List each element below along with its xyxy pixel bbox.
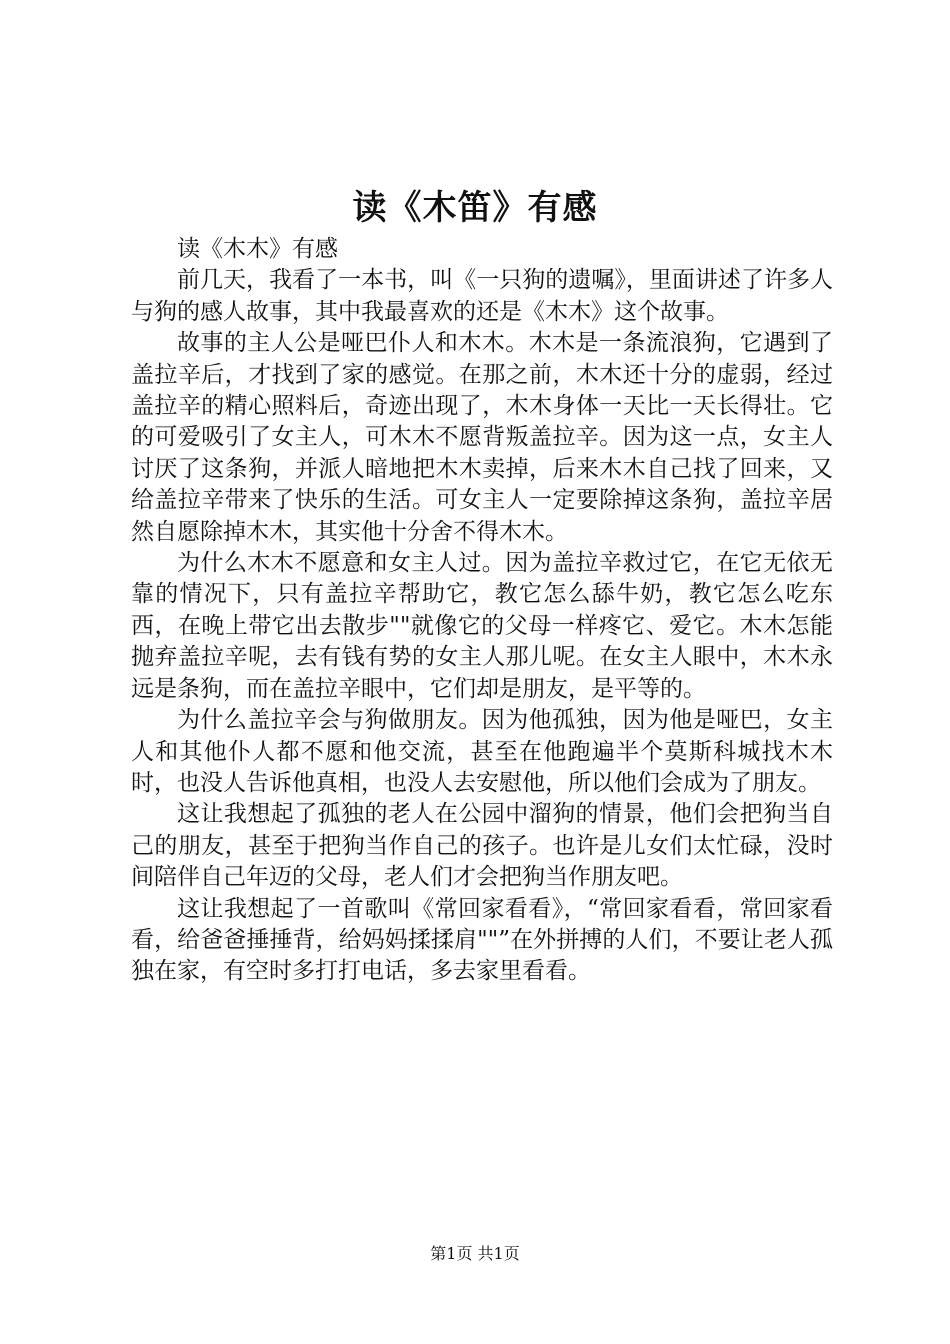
document-title: 读《木笛》有感 (352, 188, 598, 228)
paragraph: 这让我想起了孤独的老人在公园中溜狗的情景，他们会把狗当自己的朋友，甚至于把狗当作自己的孩子。也许是儿女们太忙碌，没时间陪伴自己年迈的父母，老人们才会把狗当作朋友吧。 (131, 801, 833, 891)
paragraph: 这让我想起了一首歌叫《常回家看看》，“常回家看看，常回家看看，给爸爸捶捶背，给妈妈揉揉肩""”在外拼搏的人们，不要让老人孤独在家，有空时多打打电话，多去家里看看。 (131, 895, 833, 985)
paragraph: 为什么木木不愿意和女主人过。因为盖拉辛救过它，在它无依无靠的情况下，只有盖拉辛帮助它，教它怎么舔牛奶，教它怎么吃东西，在晚上带它出去散步""就像它的父母一样疼它、爱它。木木怎能抛弃盖拉辛呢，去有钱有势的女主人那儿呢。在女主人眼中，木木永远是条狗，而在盖拉辛眼中，它们却是朋友，是平等的。 (131, 550, 833, 702)
paragraph: 故事的主人公是哑巴仆人和木木。木木是一条流浪狗，它遇到了盖拉辛后，才找到了家的感觉。在那之前，木木还十分的虚弱，经过盖拉辛的精心照料后，奇迹出现了，木木身体一天比一天长得壮。它的可爱吸引了女主人，可木木不愿背叛盖拉辛。因为这一点，女主人讨厌了这条狗，并派人暗地把木木卖掉，后来木木自己找了回来，又给盖拉辛带来了快乐的生活。可女主人一定要除掉这条狗，盖拉辛居然自愿除掉木木，其实他十分舍不得木木。 (131, 330, 833, 545)
paragraph: 为什么盖拉辛会与狗做朋友。因为他孤独，因为他是哑巴，女主人和其他仆人都不愿和他交流，甚至在他跑遍半个莫斯科城找木木时，也没人告诉他真相，也没人去安慰他，所以他们会成为了朋友。 (131, 707, 833, 796)
paragraph-subtitle: 读《木木》有感 (177, 236, 338, 262)
paragraph: 前几天，我看了一本书，叫《一只狗的遗嘱》，里面讲述了许多人与狗的感人故事，其中我最喜欢的还是《木木》这个故事。 (131, 267, 833, 325)
page-number-footer: 第1页 共1页 (430, 1244, 520, 1263)
document-body (131, 234, 833, 988)
